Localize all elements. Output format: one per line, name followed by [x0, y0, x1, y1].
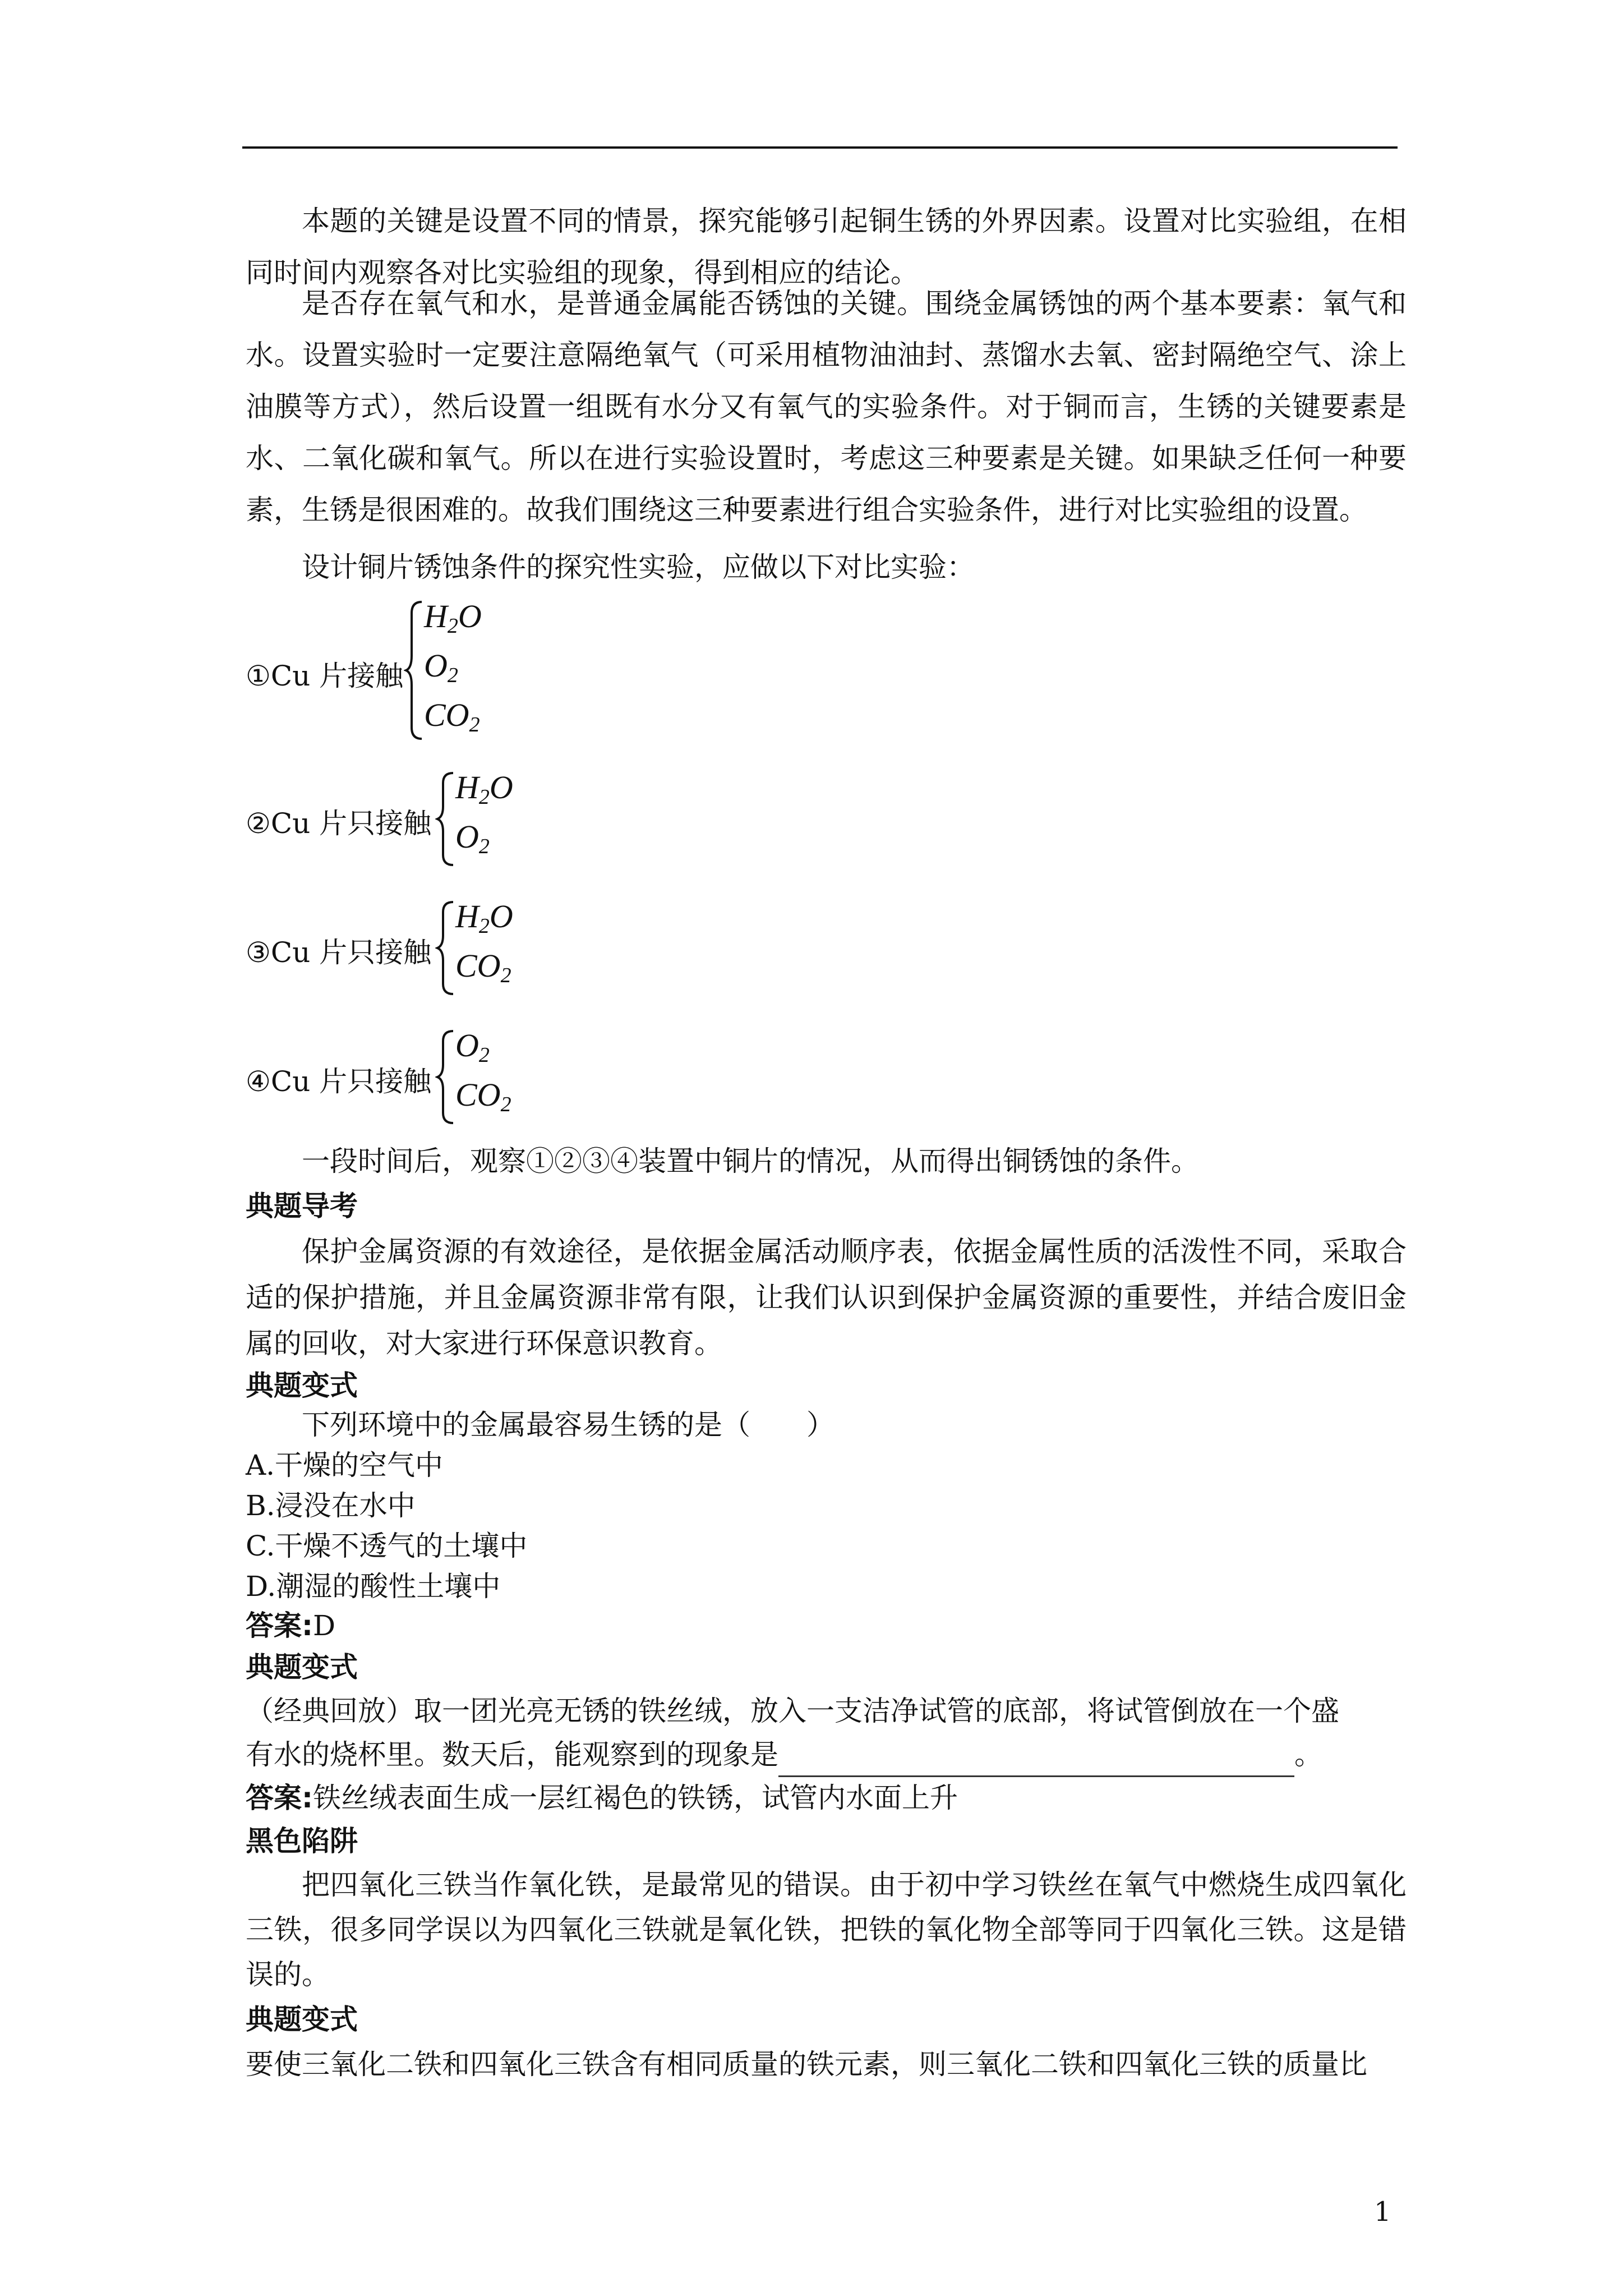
- formula: $O_2$: [455, 818, 490, 858]
- intro-paragraph-3: 设计铜片锈蚀条件的探究性实验，应做以下对比实验：: [302, 551, 975, 583]
- option-a: A.干燥的空气中: [246, 1449, 444, 1481]
- condition-label: ②Cu 片只接触: [246, 807, 432, 840]
- section-heading-trap: 黑色陷阱: [246, 1825, 358, 1857]
- condition-label: ①Cu 片接触: [246, 660, 404, 692]
- guide-text: 保护金属资源的有效途径，是依据金属活动顺序表，依据金属性质的活泼性不同，采取合适的保护措施，并且金属资源非常有限，让我们认识到保护金属资源的重要性，并结合废旧金属的回收，对大家进行环保意识教育。: [246, 1235, 1407, 1360]
- formula: $O_2$: [455, 1027, 490, 1067]
- formula: $H_2O$: [455, 769, 513, 809]
- option-d: D.潮湿的酸性土壤中: [246, 1570, 501, 1603]
- brace-icon: [435, 898, 458, 999]
- condition-label: ③Cu 片只接触: [246, 936, 432, 969]
- brace-icon: [435, 1027, 458, 1128]
- answer-line-1: [246, 1603, 335, 1648]
- answer-value: D: [313, 1609, 336, 1642]
- intro-paragraph-2: 是否存在氧气和水，是普通金属能否锈蚀的关键。围绕金属锈蚀的两个基本要素：氧气和水。设置实验时一定要注意隔绝氧气（可采用植物油油封、蒸馏水去氧、密封隔绝空气、涂上油膜等方式），然后设置一组既有水分又有氧气的实验条件。对于铜而言，生锈的关键要素是水、二氧化碳和氧气。所以在进行实验设置时，考虑这三种要素是关键。如果缺乏任何一种要素，生锈是很困难的。故我们围绕这三种要素进行组合实验条件，进行对比实验组的设置。: [246, 287, 1407, 526]
- brace-icon: [435, 769, 458, 869]
- formula: $H_2O$: [424, 598, 482, 638]
- answer-label: 答案:: [246, 1609, 313, 1642]
- question-text: 下列环境中的金属最容易生锈的是（ ）: [302, 1409, 834, 1441]
- variant-2-line-2: 有水的烧杯里。数天后，能观察到的现象是 。: [246, 1732, 1322, 1777]
- answer-label: 答案:: [246, 1782, 313, 1814]
- condition-label: ④Cu 片只接触: [246, 1065, 432, 1098]
- intro-paragraph-1: 本题的关键是设置不同的情景，探究能够引起铜生锈的外界因素。设置对比实验组，在相同时间内观察各对比实验组的现象，得到相应的结论。: [246, 205, 1407, 289]
- page-number: 1: [1374, 2196, 1391, 2228]
- brace-icon: [404, 597, 426, 743]
- formula: $CO_2$: [455, 1076, 511, 1116]
- variant-3-text: 要使三氧化二铁和四氧化三铁含有相同质量的铁元素，则三氧化二铁和四氧化三铁的质量比: [246, 2048, 1367, 2081]
- header-rule: [242, 146, 1398, 149]
- option-c: C.干燥不透气的土壤中: [246, 1530, 528, 1562]
- section-heading-variant-2: 典题变式: [246, 1651, 358, 1683]
- section-heading-variant-1: 典题变式: [246, 1369, 358, 1402]
- answer-value: 铁丝绒表面生成一层红褐色的铁锈，试管内水面上升: [313, 1782, 958, 1814]
- section-heading-guide: 典题导考: [246, 1190, 358, 1222]
- observe-text: 一段时间后，观察①②③④装置中铜片的情况，从而得出铜锈蚀的条件。: [302, 1145, 1199, 1177]
- answer-blank: [778, 1745, 1294, 1777]
- formula: $O_2$: [424, 647, 458, 687]
- answer-line-2: [246, 1775, 958, 1820]
- section-heading-variant-3: 典题变式: [246, 2003, 358, 2036]
- trap-text: 把四氧化三铁当作氧化铁，是最常见的错误。由于初中学习铁丝在氧气中燃烧生成四氧化三铁，很多同学误以为四氧化三铁就是氧化铁，把铁的氧化物全部等同于四氧化三铁。这是错误的。: [246, 1869, 1407, 1991]
- formula: $CO_2$: [424, 697, 480, 737]
- formula: $H_2O$: [455, 898, 513, 938]
- option-b: B.浸没在水中: [246, 1489, 416, 1522]
- formula: $CO_2$: [455, 947, 511, 987]
- variant-2-line-1: （经典回放）取一团光亮无锈的铁丝绒，放入一支洁净试管的底部，将试管倒放在一个盛: [246, 1695, 1339, 1727]
